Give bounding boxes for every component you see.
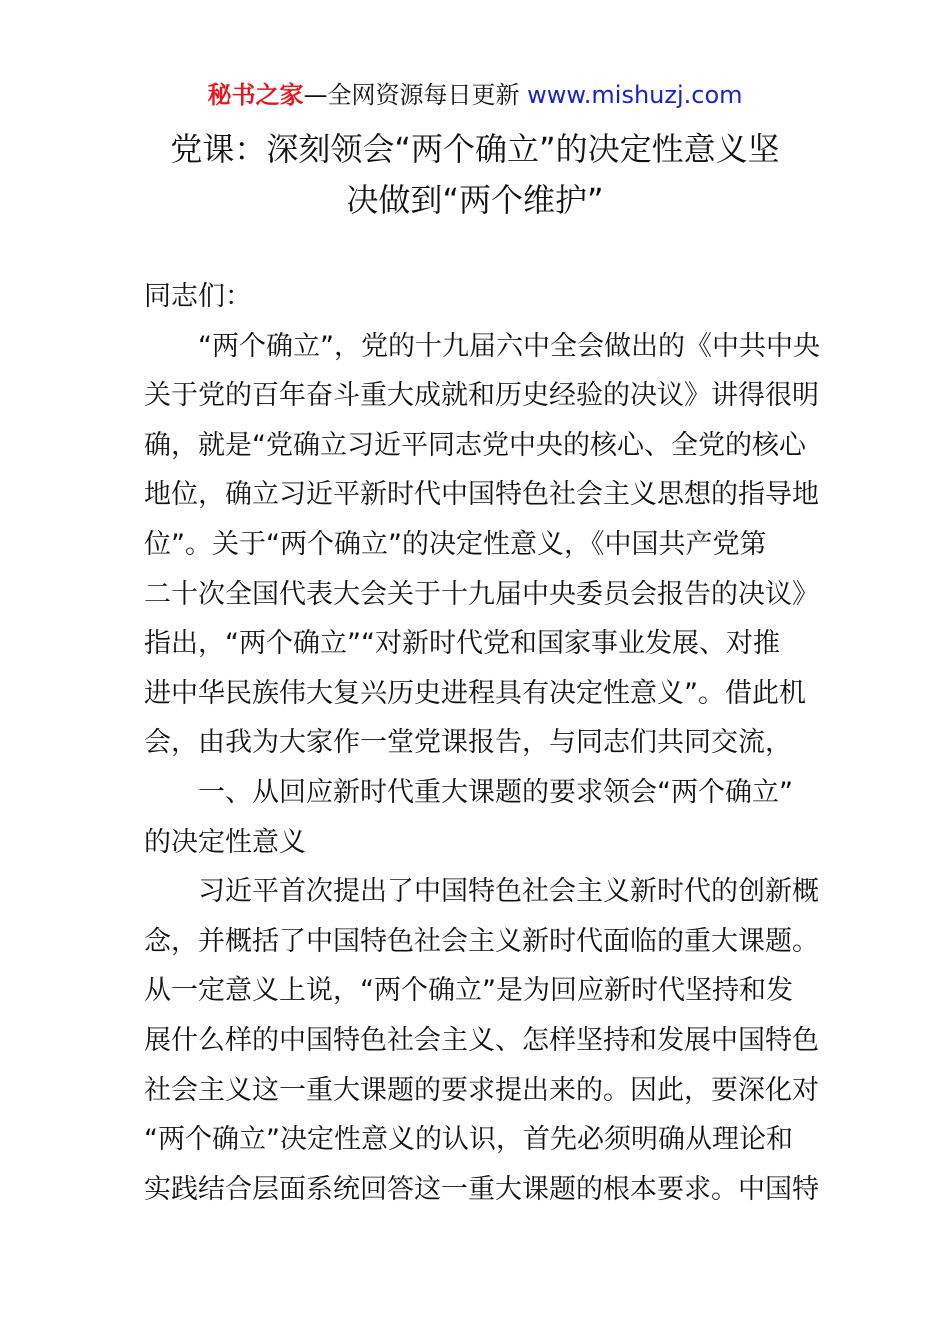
document-title [130,124,820,226]
paragraph-line: 进中华民族伟大复兴历史进程具有决定性意义”。借此机 [144,677,806,709]
paragraph-line: 指出，“两个确立”“对新时代党和国家事业发展、对推 [144,628,780,660]
title-line-1: 党课：深刻领会“两个确立”的决定性意义坚 [170,130,780,168]
paragraph-line: 二十次全国代表大会关于十九届中央委员会报告的决议》 [144,578,819,610]
salutation: 同志们： [144,281,252,312]
paragraph-line: “两个确立”，党的十九届六中全会做出的《中共中央 [198,330,820,362]
paragraph-line: 地位，确立习近平新时代中国特色社会主义思想的指导地 [144,479,819,511]
paragraph-line: 社会主义这一重大课题的要求提出来的。因此，要深化对 [144,1074,819,1106]
section-heading-line: 的决定性意义 [144,826,306,858]
paragraph-line: 确，就是“党确立习近平同志党中央的核心、全党的核心 [144,429,806,461]
paragraph-line: “两个确立”决定性意义的认识，首先必须明确从理论和 [144,1124,793,1156]
brand-name: 秘书之家 [207,81,304,109]
site-url-link[interactable]: www.mishuzj.com [527,81,743,109]
header-tagline: —全网资源每日更新 [303,81,520,109]
title-line-2: 决做到“两个维护” [346,181,604,219]
paragraph-line: 会，由我为大家作一堂党课报告，与同志们共同交流， [144,727,792,759]
paragraph-line: 念，并概括了中国特色社会主义新时代面临的重大课题。 [144,925,819,957]
paragraph-line: 从一定意义上说，“两个确立”是为回应新时代坚持和发 [144,975,793,1007]
paragraph-line: 实践结合层面系统回答这一重大课题的根本要求。中国特 [144,1173,819,1205]
paragraph-line: 位”。关于“两个确立”的决定性意义，《中国共产党第 [144,528,767,560]
site-header [0,78,950,112]
paragraph-line: 习近平首次提出了中国特色社会主义新时代的创新概 [198,876,819,908]
document-body [144,272,820,1214]
paragraph-line: 展什么样的中国特色社会主义、怎样坚持和发展中国特色 [144,1024,819,1056]
paragraph-line: 关于党的百年奋斗重大成就和历史经验的决议》讲得很明 [144,380,819,412]
section-heading-line: 一、从回应新时代重大课题的要求领会“两个确立” [198,776,793,808]
